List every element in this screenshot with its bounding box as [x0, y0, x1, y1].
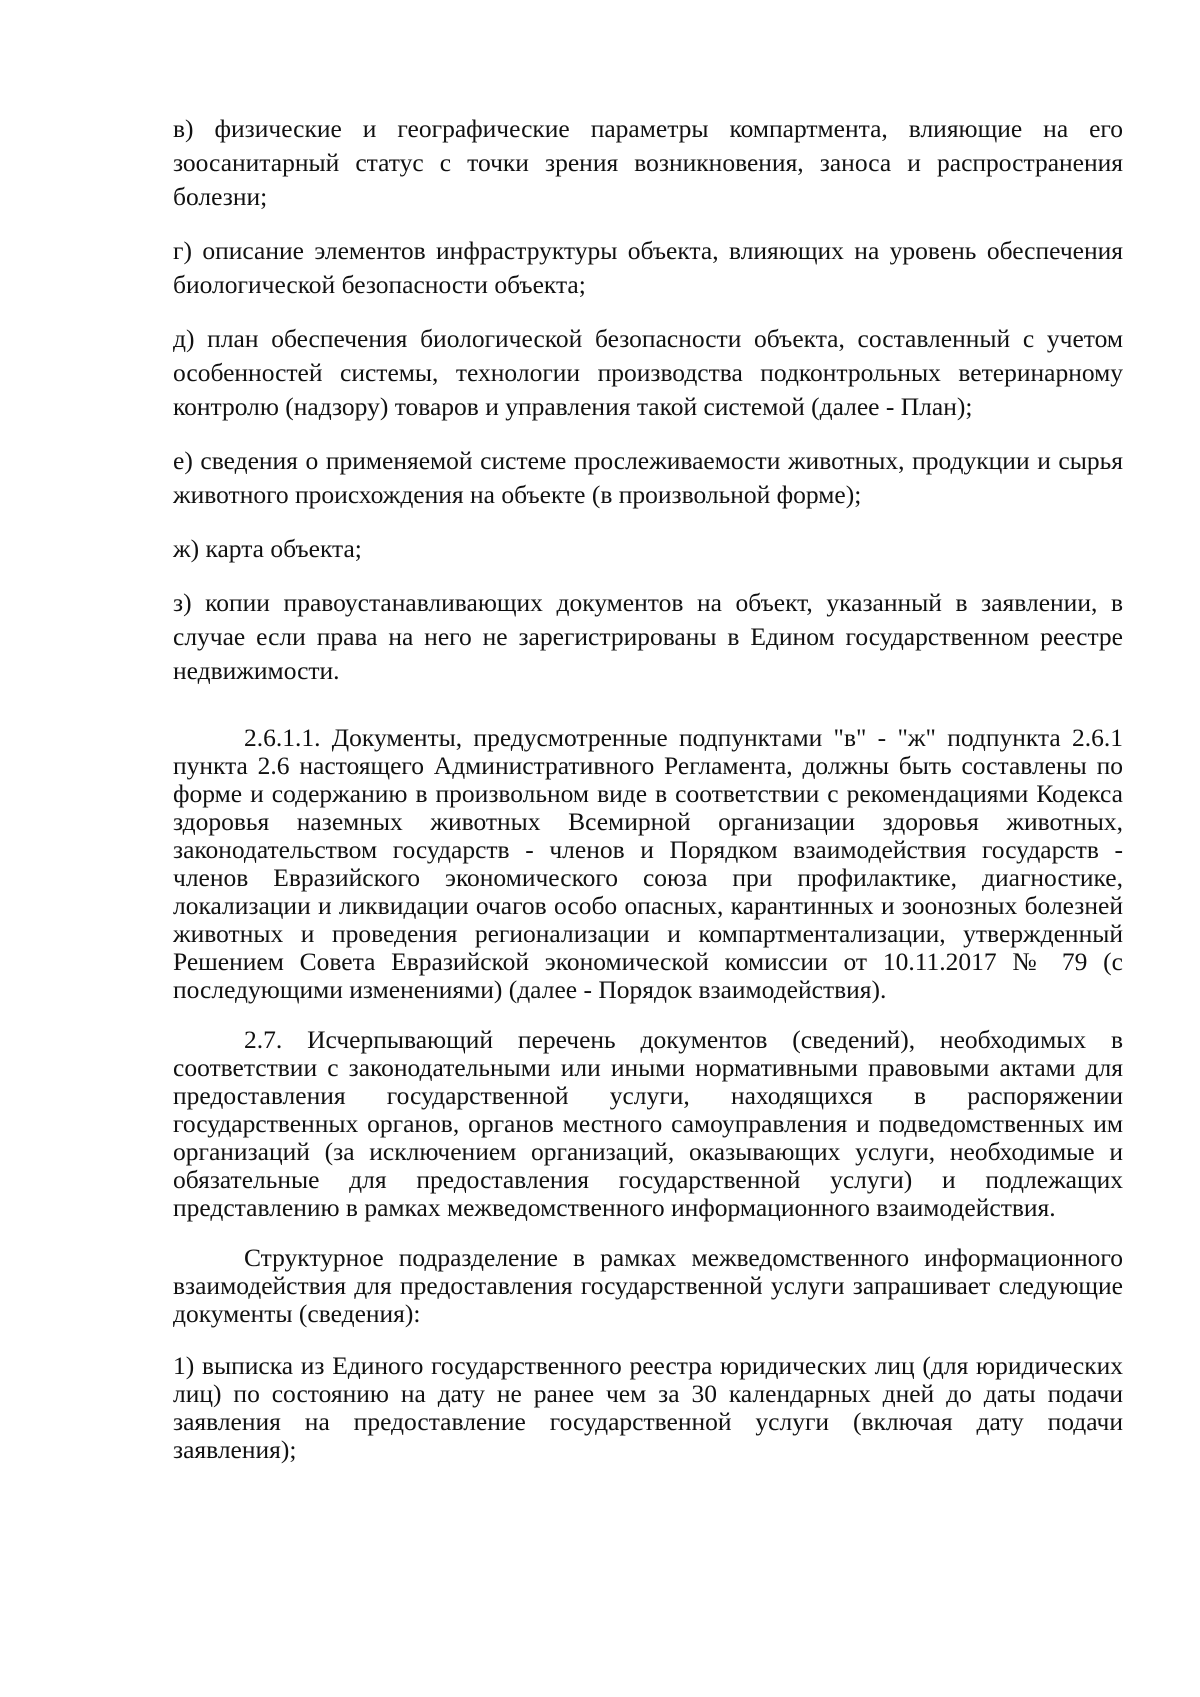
document-body [173, 112, 1123, 1486]
section-2-6-1-1: 2.6.1.1. Документы, предусмотренные подпунктами "в" - "ж" подпункта 2.6.1 пункта 2.6 настоящего Административного Регламента, должны быть составлены по форме и содержанию в произвольном виде в соответствии с рекомендациями Кодекса здоровья наземных животных Всемирной организации здоровья животных, законодательством государств - членов и Порядком взаимодействия государств - членов Евразийского экономического союза при профилактике, диагностике, локализации и ликвидации очагов особо опасных, карантинных и зоонозных болезней животных и проведения регионализации и компартментализации, утвержденный Решением Совета Евразийской экономической комиссии от 10.11.2017 № 79 (с последующими изменениями) (далее - Порядок взаимодействия). [173, 723, 1123, 1004]
list-item-d: д) план обеспечения биологической безопасности объекта, составленный с учетом особенностей системы, технологии производства подконтрольных ветеринарному контролю (надзору) товаров и управления такой системой (далее - План); [173, 324, 1123, 421]
list-item-zh: ж) карта объекта; [173, 534, 362, 563]
section-2-7: 2.7. Исчерпывающий перечень документов (сведений), необходимых в соответствии с законодательными или иными нормативными правовыми актами для предоставления государственной услуги, находящихся в распоряжении государственных органов, органов местного самоуправления и подведомственных им организаций (за исключением организаций, оказывающих услуги, необходимые и обязательные для предоставления государственной услуги) и подлежащих представлению в рамках межведомственного информационного взаимодействия. [173, 1025, 1123, 1222]
list-item-1: 1) выписка из Единого государственного реестра юридических лиц (для юридических лиц) по состоянию на дату не ранее чем за 30 календарных дней до даты подачи заявления на предоставление государственной услуги (включая дату подачи заявления); [173, 1351, 1123, 1464]
list-item-v: в) физические и географические параметры компартмента, влияющие на его зоосанитарный статус с точки зрения возникновения, заноса и распространения болезни; [173, 114, 1123, 211]
list-item-z: з) копии правоустанавливающих документов на объект, указанный в заявлении, в случае если права на него не зарегистрированы в Едином государственном реестре недвижимости. [173, 588, 1123, 685]
list-item-e: е) сведения о применяемой системе прослеживаемости животных, продукции и сырья животного происхождения на объекте (в произвольной форме); [173, 446, 1123, 509]
list-item-g: г) описание элементов инфраструктуры объекта, влияющих на уровень обеспечения биологической безопасности объекта; [173, 236, 1123, 299]
paragraph-structural-unit: Структурное подразделение в рамках межведомственного информационного взаимодействия для предоставления государственной услуги запрашивает следующие документы (сведения): [173, 1243, 1123, 1328]
